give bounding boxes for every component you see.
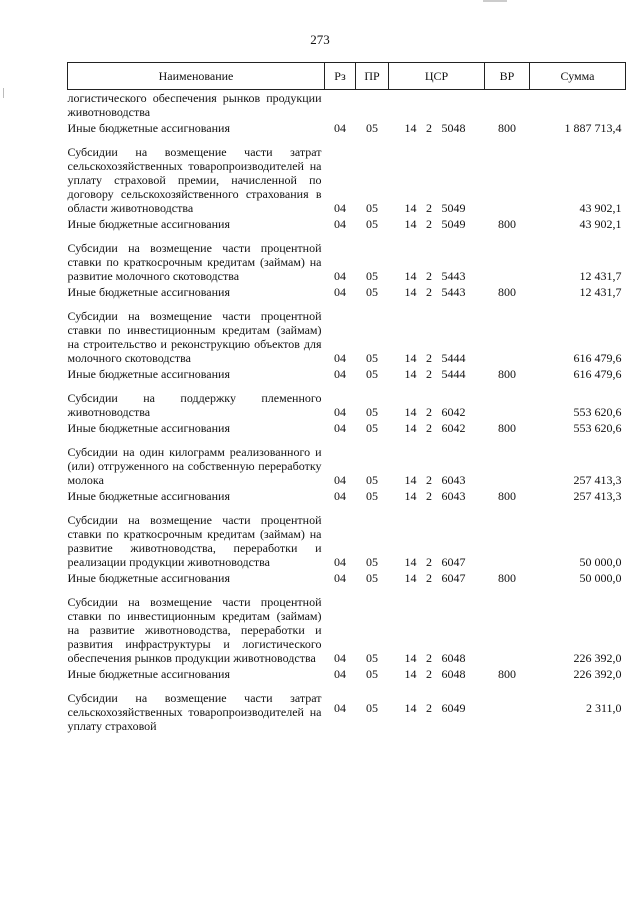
row-name: Иные бюджетные ассигнования xyxy=(67,489,230,503)
row-name: Субсидии на один килограмм реализованного и (или) отгруженного на собственную переработку молока xyxy=(67,445,322,487)
table-row xyxy=(68,301,626,367)
row-sum: 616 479,6 xyxy=(573,351,622,365)
row-pr: 05 xyxy=(366,367,378,381)
row-vr xyxy=(485,587,530,667)
row-vr: 800 xyxy=(498,489,516,503)
row-vr: 800 xyxy=(498,217,516,231)
row-csr-part2: 2 xyxy=(426,651,432,665)
row-csr-part3: 6048 xyxy=(441,651,466,665)
page-number: 273 xyxy=(310,32,330,47)
table-row xyxy=(68,90,626,122)
row-csr-part1: 14 xyxy=(404,421,417,435)
row-csr xyxy=(389,505,485,571)
row-pr: 05 xyxy=(366,351,378,365)
row-csr-part2: 2 xyxy=(426,269,432,283)
budget-table-container xyxy=(67,62,625,735)
row-csr xyxy=(389,667,485,683)
row-csr-part2: 2 xyxy=(426,667,432,681)
row-vr: 800 xyxy=(498,367,516,381)
table-row xyxy=(68,667,626,683)
row-name: Субсидии на возмещение части затрат сельскохозяйственных товаропроизводителей на уплату страховой xyxy=(67,691,322,733)
row-csr xyxy=(389,285,485,301)
row-csr xyxy=(389,301,485,367)
table-row xyxy=(68,217,626,233)
row-sum: 1 887 713,4 xyxy=(564,121,622,135)
row-pr: 05 xyxy=(366,701,378,715)
row-csr-part3: 5443 xyxy=(441,269,466,283)
row-name: Иные бюджетные ассигнования xyxy=(67,421,230,435)
scan-artifact-left xyxy=(3,88,4,98)
table-row xyxy=(68,437,626,489)
row-sum: 50 000,0 xyxy=(579,571,622,585)
row-rz: 04 xyxy=(334,701,346,715)
table-row xyxy=(68,121,626,137)
row-csr-part2: 2 xyxy=(426,421,432,435)
row-pr: 05 xyxy=(366,667,378,681)
row-csr-part3: 5444 xyxy=(441,367,466,381)
row-csr xyxy=(389,90,485,122)
row-csr-part2: 2 xyxy=(426,201,432,215)
row-csr-part3: 6047 xyxy=(441,571,466,585)
row-rz: 04 xyxy=(334,667,346,681)
row-pr: 05 xyxy=(366,651,378,665)
row-vr xyxy=(485,301,530,367)
row-sum: 43 902,1 xyxy=(579,201,622,215)
row-name: Иные бюджетные ассигнования xyxy=(67,121,230,135)
row-csr-part3: 6043 xyxy=(441,473,466,487)
row-vr: 800 xyxy=(498,121,516,135)
row-csr xyxy=(389,121,485,137)
row-csr-part3: 6042 xyxy=(441,405,466,419)
table-row xyxy=(68,233,626,285)
row-rz: 04 xyxy=(334,651,346,665)
table-row xyxy=(68,137,626,217)
row-vr: 800 xyxy=(498,421,516,435)
row-pr: 05 xyxy=(366,201,378,215)
row-csr xyxy=(389,367,485,383)
table-row xyxy=(68,489,626,505)
row-csr-part3: 5049 xyxy=(441,217,466,231)
row-csr-part3: 5444 xyxy=(441,351,466,365)
row-name: Субсидии на возмещение части процентной ставки по инвестиционным кредитам (займам) на строительство и реконструкцию объектов для молочного скотоводства xyxy=(67,309,322,365)
row-csr-part2: 2 xyxy=(426,121,432,135)
row-csr-part1: 14 xyxy=(404,701,417,715)
row-csr-part3: 6049 xyxy=(441,701,466,715)
row-csr-part3: 6047 xyxy=(441,555,466,569)
row-pr: 05 xyxy=(366,405,378,419)
row-pr: 05 xyxy=(366,571,378,585)
row-csr-part1: 14 xyxy=(404,285,417,299)
row-pr: 05 xyxy=(366,285,378,299)
row-rz: 04 xyxy=(334,405,346,419)
row-vr xyxy=(485,683,530,735)
row-csr-part1: 14 xyxy=(404,269,417,283)
row-pr: 05 xyxy=(366,555,378,569)
row-csr-part2: 2 xyxy=(426,555,432,569)
row-vr xyxy=(485,383,530,421)
row-csr xyxy=(389,437,485,489)
row-pr: 05 xyxy=(366,121,378,135)
row-vr xyxy=(485,233,530,285)
row-sum: 553 620,6 xyxy=(573,421,622,435)
table-row xyxy=(68,683,626,735)
row-csr-part2: 2 xyxy=(426,701,432,715)
row-rz: 04 xyxy=(334,285,346,299)
row-sum: 257 413,3 xyxy=(573,473,622,487)
table-row xyxy=(68,571,626,587)
row-csr-part1: 14 xyxy=(404,571,417,585)
row-csr-part3: 6048 xyxy=(441,667,466,681)
row-csr-part2: 2 xyxy=(426,367,432,381)
row-csr-part1: 14 xyxy=(404,555,417,569)
table-row xyxy=(68,587,626,667)
row-csr-part3: 5049 xyxy=(441,201,466,215)
row-name: Субсидии на возмещение части процентной ставки по краткосрочным кредитам (займам) на развитие молочного скотоводства xyxy=(67,241,322,283)
row-csr-part2: 2 xyxy=(426,405,432,419)
header-vr: ВР xyxy=(485,63,530,90)
header-pr: ПР xyxy=(356,63,389,90)
row-sum xyxy=(530,90,626,122)
row-rz: 04 xyxy=(334,269,346,283)
scan-artifact xyxy=(483,0,507,2)
header-csr: ЦСР xyxy=(389,63,485,90)
row-pr xyxy=(356,90,389,122)
row-csr-part1: 14 xyxy=(404,405,417,419)
row-csr-part2: 2 xyxy=(426,217,432,231)
table-header-row xyxy=(68,63,626,90)
row-vr xyxy=(485,505,530,571)
budget-table xyxy=(67,62,626,735)
row-sum: 2 311,0 xyxy=(585,701,622,715)
row-csr xyxy=(389,489,485,505)
row-csr xyxy=(389,421,485,437)
row-csr-part3: 5443 xyxy=(441,285,466,299)
row-rz: 04 xyxy=(334,121,346,135)
row-csr-part3: 6043 xyxy=(441,489,466,503)
row-name: Иные бюджетные ассигнования xyxy=(67,367,230,381)
row-vr xyxy=(485,437,530,489)
row-csr-part2: 2 xyxy=(426,489,432,503)
table-body xyxy=(68,90,626,736)
row-name: Субсидии на возмещение части процентной ставки по краткосрочным кредитам (займам) на развитие животноводства, переработки и реализации продукции животноводства xyxy=(67,513,322,569)
row-sum: 616 479,6 xyxy=(573,367,622,381)
row-csr-part1: 14 xyxy=(404,667,417,681)
table-row xyxy=(68,285,626,301)
row-pr: 05 xyxy=(366,489,378,503)
row-rz: 04 xyxy=(334,421,346,435)
row-pr: 05 xyxy=(366,473,378,487)
row-sum: 226 392,0 xyxy=(573,651,622,665)
row-csr xyxy=(389,233,485,285)
row-vr: 800 xyxy=(498,571,516,585)
row-csr xyxy=(389,587,485,667)
row-csr xyxy=(389,571,485,587)
row-rz: 04 xyxy=(334,217,346,231)
row-csr-part2: 2 xyxy=(426,473,432,487)
row-csr-part1: 14 xyxy=(404,351,417,365)
row-name: Иные бюджетные ассигнования xyxy=(67,571,230,585)
row-sum: 226 392,0 xyxy=(573,667,622,681)
row-csr-part2: 2 xyxy=(426,571,432,585)
row-csr xyxy=(389,137,485,217)
header-sum: Сумма xyxy=(530,63,626,90)
row-rz: 04 xyxy=(334,473,346,487)
row-csr-part3: 5048 xyxy=(441,121,466,135)
row-pr: 05 xyxy=(366,269,378,283)
table-row xyxy=(68,421,626,437)
row-name: логистического обеспечения рынков продукции животноводства xyxy=(67,91,322,119)
table-row xyxy=(68,383,626,421)
row-csr-part2: 2 xyxy=(426,285,432,299)
table-row xyxy=(68,505,626,571)
row-rz: 04 xyxy=(334,351,346,365)
row-pr: 05 xyxy=(366,217,378,231)
row-csr xyxy=(389,683,485,735)
row-csr xyxy=(389,217,485,233)
row-csr-part1: 14 xyxy=(404,121,417,135)
row-sum: 43 902,1 xyxy=(579,217,622,231)
row-name: Субсидии на поддержку племенного животноводства xyxy=(67,391,322,419)
row-rz: 04 xyxy=(334,367,346,381)
row-vr: 800 xyxy=(498,285,516,299)
row-vr xyxy=(485,90,530,122)
row-sum: 50 000,0 xyxy=(579,555,622,569)
header-rz: Рз xyxy=(325,63,356,90)
row-csr-part1: 14 xyxy=(404,489,417,503)
row-name: Субсидии на возмещение части затрат сельскохозяйственных товаропроизводителей на уплату страховой премии, начисленной по договору сельскохозяйственного страхования в области животноводства xyxy=(67,145,322,215)
table-row xyxy=(68,367,626,383)
row-name: Иные бюджетные ассигнования xyxy=(67,217,230,231)
row-rz: 04 xyxy=(334,201,346,215)
row-sum: 257 413,3 xyxy=(573,489,622,503)
row-csr-part1: 14 xyxy=(404,201,417,215)
row-csr-part1: 14 xyxy=(404,473,417,487)
row-rz: 04 xyxy=(334,571,346,585)
row-pr: 05 xyxy=(366,421,378,435)
row-csr-part3: 6042 xyxy=(441,421,466,435)
row-csr xyxy=(389,383,485,421)
row-csr-part1: 14 xyxy=(404,217,417,231)
row-sum: 12 431,7 xyxy=(579,285,622,299)
row-rz: 04 xyxy=(334,555,346,569)
row-rz: 04 xyxy=(334,489,346,503)
row-sum: 553 620,6 xyxy=(573,405,622,419)
row-name: Субсидии на возмещение части процентной ставки по инвестиционным кредитам (займам) на развитие животноводства, переработки и развития инфраструктуры и логистического обеспечения рынков продукции животноводства xyxy=(67,595,322,665)
header-name: Наименование xyxy=(68,63,325,90)
row-csr-part1: 14 xyxy=(404,651,417,665)
row-name: Иные бюджетные ассигнования xyxy=(67,285,230,299)
row-vr xyxy=(485,137,530,217)
row-vr: 800 xyxy=(498,667,516,681)
row-name: Иные бюджетные ассигнования xyxy=(67,667,230,681)
row-csr-part1: 14 xyxy=(404,367,417,381)
row-csr-part2: 2 xyxy=(426,351,432,365)
row-rz xyxy=(325,90,356,122)
row-sum: 12 431,7 xyxy=(579,269,622,283)
